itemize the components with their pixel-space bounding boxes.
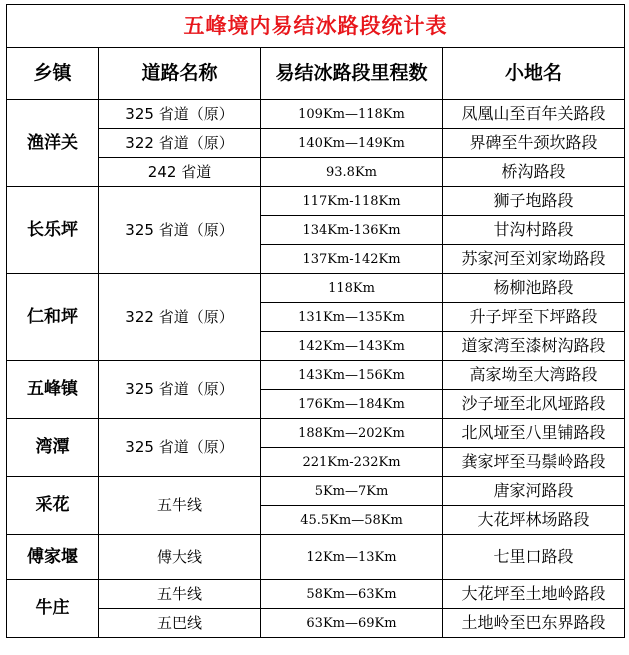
place-cell: 高家坳至大湾路段 <box>443 361 625 390</box>
table-row <box>7 158 625 187</box>
mileage-cell: 117Km-118Km <box>261 187 443 216</box>
town-cell: 湾潭 <box>7 419 99 477</box>
mileage-cell: 221Km-232Km <box>261 448 443 477</box>
road-cell: 五牛线 <box>99 580 261 609</box>
mileage-cell: 45.5Km—58Km <box>261 506 443 535</box>
town-cell: 牛庄 <box>7 580 99 638</box>
place-cell: 杨柳池路段 <box>443 274 625 303</box>
town-cell: 渔洋关 <box>7 100 99 187</box>
mileage-cell: 134Km-136Km <box>261 216 443 245</box>
town-cell: 采花 <box>7 477 99 535</box>
table-row <box>7 361 625 390</box>
place-cell: 大花坪至土地岭路段 <box>443 580 625 609</box>
place-cell: 升子坪至下坪路段 <box>443 303 625 332</box>
road-cell: 325 省道（原） <box>99 419 261 477</box>
table-row <box>7 477 625 506</box>
place-cell: 桥沟路段 <box>443 158 625 187</box>
place-cell: 苏家河至刘家坳路段 <box>443 245 625 274</box>
mileage-cell: 131Km—135Km <box>261 303 443 332</box>
table-title: 五峰境内易结冰路段统计表 <box>7 5 625 48</box>
table-row <box>7 535 625 580</box>
place-cell: 凤凰山至百年关路段 <box>443 100 625 129</box>
place-cell: 道家湾至漆树沟路段 <box>443 332 625 361</box>
table-row <box>7 100 625 129</box>
road-cell: 325 省道（原） <box>99 361 261 419</box>
place-cell: 七里口路段 <box>443 535 625 580</box>
mileage-cell: 5Km—7Km <box>261 477 443 506</box>
mileage-cell: 143Km—156Km <box>261 361 443 390</box>
road-cell: 242 省道 <box>99 158 261 187</box>
road-cell: 322 省道（原） <box>99 274 261 361</box>
road-cell: 325 省道（原） <box>99 100 261 129</box>
mileage-cell: 109Km—118Km <box>261 100 443 129</box>
mileage-cell: 63Km—69Km <box>261 609 443 638</box>
mileage-cell: 188Km—202Km <box>261 419 443 448</box>
statistics-table <box>6 4 625 638</box>
place-cell: 甘沟村路段 <box>443 216 625 245</box>
town-cell: 长乐坪 <box>7 187 99 274</box>
town-cell: 仁和坪 <box>7 274 99 361</box>
header-place: 小地名 <box>443 48 625 100</box>
place-cell: 界碑至牛颈坎路段 <box>443 129 625 158</box>
header-row <box>7 48 625 100</box>
place-cell: 狮子垉路段 <box>443 187 625 216</box>
table-row <box>7 129 625 158</box>
header-road: 道路名称 <box>99 48 261 100</box>
road-cell: 傅大线 <box>99 535 261 580</box>
table-row <box>7 274 625 303</box>
header-mileage: 易结冰路段里程数 <box>261 48 443 100</box>
road-cell: 325 省道（原） <box>99 187 261 274</box>
mileage-cell: 176Km—184Km <box>261 390 443 419</box>
place-cell: 北风垭至八里铺路段 <box>443 419 625 448</box>
place-cell: 大花坪林场路段 <box>443 506 625 535</box>
table-row <box>7 580 625 609</box>
mileage-cell: 58Km—63Km <box>261 580 443 609</box>
table-row <box>7 609 625 638</box>
mileage-cell: 140Km—149Km <box>261 129 443 158</box>
table-row <box>7 187 625 216</box>
place-cell: 土地岭至巴东界路段 <box>443 609 625 638</box>
place-cell: 唐家河路段 <box>443 477 625 506</box>
road-cell: 五牛线 <box>99 477 261 535</box>
mileage-cell: 137Km-142Km <box>261 245 443 274</box>
mileage-cell: 142Km—143Km <box>261 332 443 361</box>
mileage-cell: 12Km—13Km <box>261 535 443 580</box>
place-cell: 龚家坪至马鬃岭路段 <box>443 448 625 477</box>
place-cell: 沙子垭至北风垭路段 <box>443 390 625 419</box>
road-cell: 五巴线 <box>99 609 261 638</box>
mileage-cell: 93.8Km <box>261 158 443 187</box>
header-town: 乡镇 <box>7 48 99 100</box>
town-cell: 傅家堰 <box>7 535 99 580</box>
town-cell: 五峰镇 <box>7 361 99 419</box>
mileage-cell: 118Km <box>261 274 443 303</box>
table-row <box>7 419 625 448</box>
road-cell: 322 省道（原） <box>99 129 261 158</box>
